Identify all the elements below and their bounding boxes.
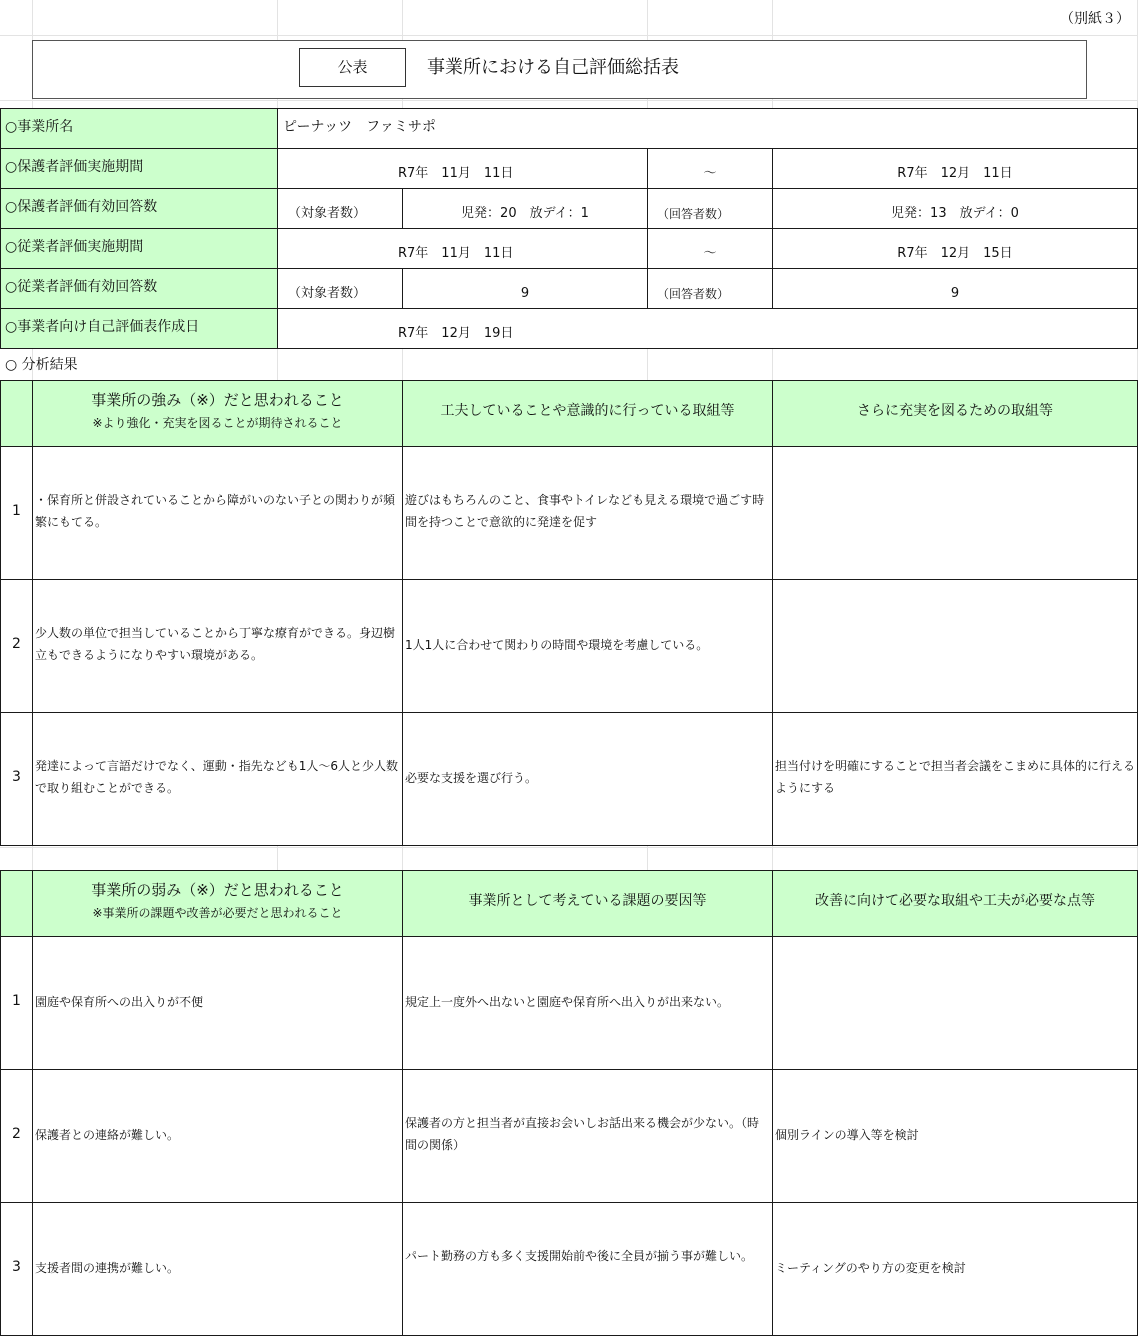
table-cell xyxy=(402,1202,773,1336)
staff-target-text: 9 xyxy=(520,286,530,301)
staff-period-sep-text: ～ xyxy=(703,246,717,261)
table-cell xyxy=(32,936,403,1070)
created-date-label-text: ○事業者向け自己評価表作成日 xyxy=(5,319,200,335)
analysis-label: ○ 分析結果 xyxy=(5,357,78,373)
weaknesses-col2-title: 事業所として考えている課題の要因等 xyxy=(468,893,707,909)
table-cell xyxy=(32,446,403,580)
staff-answer-label xyxy=(647,268,773,309)
guardian-period-start-text: R7年 11月 11日 xyxy=(398,166,514,181)
weaknesses-col3-title: 改善に向けて必要な取組や工夫が必要な点等 xyxy=(815,893,1095,909)
table-cell xyxy=(402,579,773,713)
table-cell xyxy=(32,1202,403,1336)
facility-name-value xyxy=(277,108,1138,149)
guardian-target-value xyxy=(402,188,648,229)
cause-text: 規定上一度外へ出ないと園庭や保育所へ出入りが出来ない。 xyxy=(405,995,730,1009)
strengths-header-col2 xyxy=(402,380,773,447)
staff-period-label-text: ○従業者評価実施期間 xyxy=(5,239,144,255)
improvement-text: ミーティングのやり方の変更を検討 xyxy=(775,1261,966,1275)
publish-badge xyxy=(299,48,406,87)
staff-target-label xyxy=(277,268,403,309)
guardian-target-text: 児発：20 放デイ：1 xyxy=(461,206,589,221)
table-row-num xyxy=(0,579,33,713)
staff-target-value xyxy=(402,268,648,309)
guardian-period-sep-text: ～ xyxy=(703,166,717,181)
strengths-col1-title: 事業所の強み（※）だと思われること xyxy=(91,391,344,409)
table-row-num xyxy=(0,446,33,580)
annex-label: （別紙３） xyxy=(1060,11,1130,27)
guardian-count-label-text: ○保護者評価有効回答数 xyxy=(5,199,158,215)
guardian-target-label xyxy=(277,188,403,229)
created-date-label xyxy=(0,308,278,349)
weakness-text: 園庭や保育所への出入りが不便 xyxy=(35,995,204,1009)
improvement-text: 個別ラインの導入等を検討 xyxy=(775,1128,919,1142)
guardian-period-start xyxy=(277,148,648,189)
table-cell xyxy=(402,712,773,846)
table-cell xyxy=(772,1069,1138,1203)
staff-period-sep xyxy=(647,228,773,269)
publish-badge-label: 公表 xyxy=(337,58,368,76)
guardian-period-label-text: ○保護者評価実施期間 xyxy=(5,159,144,175)
staff-period-label xyxy=(0,228,278,269)
row-number: 2 xyxy=(12,1126,21,1142)
guardian-target-label-text: （対象者数） xyxy=(288,206,367,221)
cause-text: パート勤務の方も多く支援開始前や後に全員が揃う事が難しい。 xyxy=(405,1249,754,1263)
strengths-col1-note: ※より強化・充実を図ることが期待されること xyxy=(92,416,343,430)
table-row-num xyxy=(0,1069,33,1203)
staff-target-label-text: （対象者数） xyxy=(288,286,367,301)
weaknesses-header-col3 xyxy=(772,870,1138,937)
table-cell xyxy=(772,446,1138,580)
staff-answer-value xyxy=(772,268,1138,309)
guardian-answer-value xyxy=(772,188,1138,229)
effort-text: 必要な支援を選び行う。 xyxy=(405,771,538,785)
table-cell xyxy=(402,446,773,580)
table-row-num xyxy=(0,1202,33,1336)
weaknesses-col1-note: ※事業所の課題や改善が必要だと思われること xyxy=(92,906,343,920)
guardian-answer-label xyxy=(647,188,773,229)
table-cell xyxy=(772,712,1138,846)
strength-text: 発達によって言語だけでなく、運動・指先なども1人～6人と少人数で取り組むことができる。 xyxy=(35,759,399,795)
guardian-period-sep xyxy=(647,148,773,189)
page-title: 事業所における自己評価総括表 xyxy=(427,57,679,78)
row-number: 3 xyxy=(12,769,21,785)
strength-text: ・保育所と併設されていることから障がいのない子との関わりが頻繁にもてる。 xyxy=(35,493,396,529)
weaknesses-header-col1 xyxy=(32,870,403,937)
guardian-period-label xyxy=(0,148,278,189)
header-box xyxy=(32,40,1087,99)
weakness-text: 保護者との連絡が難しい。 xyxy=(35,1128,180,1142)
staff-period-end-text: R7年 12月 15日 xyxy=(897,246,1013,261)
strengths-header-num xyxy=(0,380,33,447)
row-number: 1 xyxy=(12,503,21,519)
weaknesses-header-col2 xyxy=(402,870,773,937)
table-cell xyxy=(772,579,1138,713)
created-date-value xyxy=(277,308,1138,349)
table-row-num xyxy=(0,712,33,846)
table-cell xyxy=(402,1069,773,1203)
facility-name-text: ピーナッツ ファミサポ xyxy=(283,119,436,135)
guardian-answer-text: 児発：13 放デイ：0 xyxy=(891,206,1019,221)
table-cell xyxy=(32,712,403,846)
weaknesses-header-num xyxy=(0,870,33,937)
effort-text: 遊びはもちろんのこと、食事やトイレなども見える環境で過ごす時間を持つことで意欲的に発達を促す xyxy=(405,493,765,529)
staff-answer-text: 9 xyxy=(950,286,960,301)
row-number: 2 xyxy=(12,636,21,652)
staff-count-label xyxy=(0,268,278,309)
weakness-text: 支援者間の連携が難しい。 xyxy=(35,1261,180,1275)
staff-period-end xyxy=(772,228,1138,269)
created-date-text: R7年 12月 19日 xyxy=(398,326,514,341)
enhancement-text: 担当付けを明確にすることで担当者会議をこまめに具体的に行えるようにする xyxy=(775,759,1136,795)
guardian-count-label xyxy=(0,188,278,229)
strengths-col3-title: さらに充実を図るための取組等 xyxy=(857,403,1053,419)
guardian-period-end xyxy=(772,148,1138,189)
cause-text: 保護者の方と担当者が直接お会いしお話出来る機会が少ない。（時間の関係） xyxy=(405,1116,760,1152)
table-cell xyxy=(772,936,1138,1070)
staff-count-label-text: ○従業者評価有効回答数 xyxy=(5,279,158,295)
table-row-num xyxy=(0,936,33,1070)
effort-text: 1人1人に合わせて関わりの時間や環境を考慮している。 xyxy=(405,638,709,652)
weaknesses-col1-title: 事業所の弱み（※）だと思われること xyxy=(91,881,344,899)
row-number: 3 xyxy=(12,1259,21,1275)
guardian-period-end-text: R7年 12月 11日 xyxy=(897,166,1013,181)
facility-name-label xyxy=(0,108,278,149)
staff-period-start-text: R7年 11月 11日 xyxy=(398,246,514,261)
strengths-header-col3 xyxy=(772,380,1138,447)
strengths-header-col1 xyxy=(32,380,403,447)
staff-period-start xyxy=(277,228,648,269)
strength-text: 少人数の単位で担当していることから丁寧な療育ができる。身辺樹立もできるようになりやすい環境がある。 xyxy=(35,626,396,662)
facility-name-label-text: ○事業所名 xyxy=(5,119,74,135)
staff-answer-label-text: （回答者数） xyxy=(657,287,730,301)
row-number: 1 xyxy=(12,993,21,1009)
table-cell xyxy=(32,579,403,713)
strengths-col2-title: 工夫していることや意識的に行っている取組等 xyxy=(440,403,735,419)
table-cell xyxy=(772,1202,1138,1336)
table-cell xyxy=(32,1069,403,1203)
table-cell xyxy=(402,936,773,1070)
guardian-answer-label-text: （回答者数） xyxy=(657,207,730,221)
